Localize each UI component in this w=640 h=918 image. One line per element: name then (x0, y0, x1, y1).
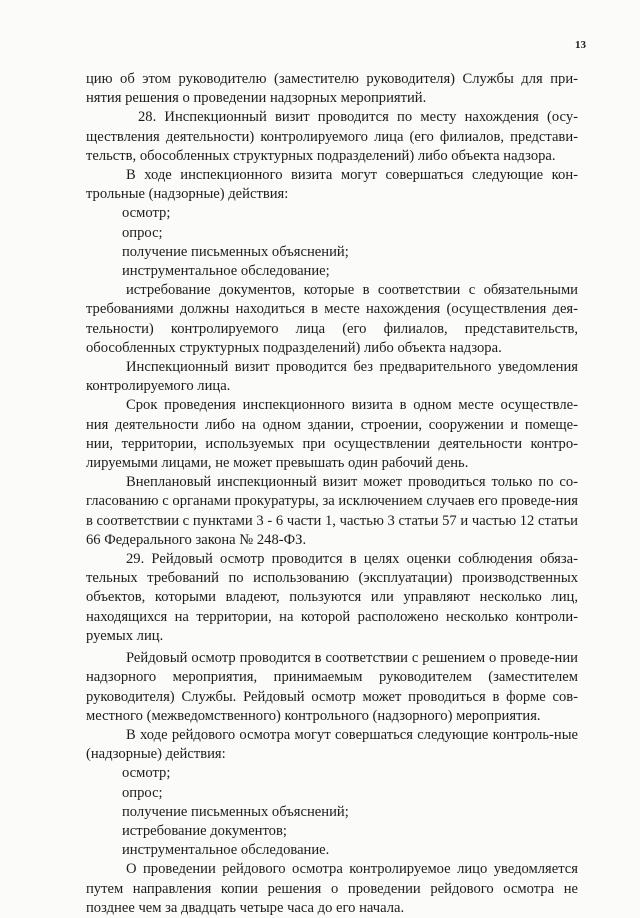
list-item: опрос; (122, 224, 163, 241)
list-item: осмотр; (122, 765, 171, 782)
paragraph: истребование документов, которые в соответствии с обязательными требованиями должны находиться в месте нахождения (осуществления дея-тельности) контролируемого лица (его филиалов, представительств, обособленных структурных подразделений) либо объекта надзора. (86, 282, 578, 356)
paragraph: 28. Инспекционный визит проводится по месту нахождения (осу-ществления деятельности) контролируемого лица (его филиалов, представи-тельств, обособленных структурных подразделений) либо объекта надзора. (86, 109, 578, 164)
list-item: истребование документов; (122, 822, 287, 839)
list-item: инструментальное обследование; (122, 263, 330, 280)
document-body (86, 70, 578, 918)
paragraph: Срок проведения инспекционного визита в одном месте осуществле-ния деятельности либо на одном здании, строении, сооружении и помеще-нии, территории, используемых при осуществлении деятельности контро-лируемыми лицами, не может превышать один рабочий день. (86, 397, 578, 472)
paragraph: цию об этом руководителю (заместителю руководителя) Службы для при-нятия решения о проведении надзорных мероприятий. (86, 71, 578, 107)
list-item: опрос; (122, 784, 163, 801)
list-item: получение письменных объяснений; (122, 803, 349, 820)
list-item: получение письменных объяснений; (122, 243, 349, 260)
list-item: инструментальное обследование. (122, 842, 330, 859)
paragraph: В ходе инспекционного визита могут совершаться следующие кон-трольные (надзорные) действия: (86, 167, 578, 203)
paragraph: Внеплановый инспекционный визит может проводиться только по со-гласованию с органами прокуратуры, за исключением случаев его проведе-ния в соответствии с пунктами 3 - 6 части 1, частью 3 статьи 57 и частью 12 статьи 66 Федерального закона № 248-ФЗ. (86, 474, 578, 548)
paragraph: 29. Рейдовый осмотр проводится в целях оценки соблюдения обяза-тельных требований по использованию (эксплуатации) производственных объектов, которыми владеют, пользуются или управляют несколько лиц, находящихся на территории, на которой расположено несколько контроли-руемых лиц. (86, 551, 578, 644)
paragraph: О проведении рейдового осмотра контролируемое лицо уведомляется путем направления копии решения о проведении рейдового осмотра не позднее чем за двадцать четыре часа до его начала. (86, 861, 578, 916)
paragraph: Инспекционный визит проводится без предварительного уведомления контролируемого лица. (86, 359, 578, 395)
paragraph: В ходе рейдового осмотра могут совершаться следующие контроль-ные (надзорные) действия: (86, 726, 578, 763)
page-number: 13 (575, 39, 586, 51)
list-item: осмотр; (122, 205, 171, 222)
paragraph: Рейдовый осмотр проводится в соответствии с решением о проведе-нии надзорного мероприятия, принимаемым руководителем (заместителем руководителя) Службы. Рейдовый осмотр может проводиться в форме сов-местного (межведомственного) контрольного (надзорного) мероприятия. (86, 650, 578, 724)
